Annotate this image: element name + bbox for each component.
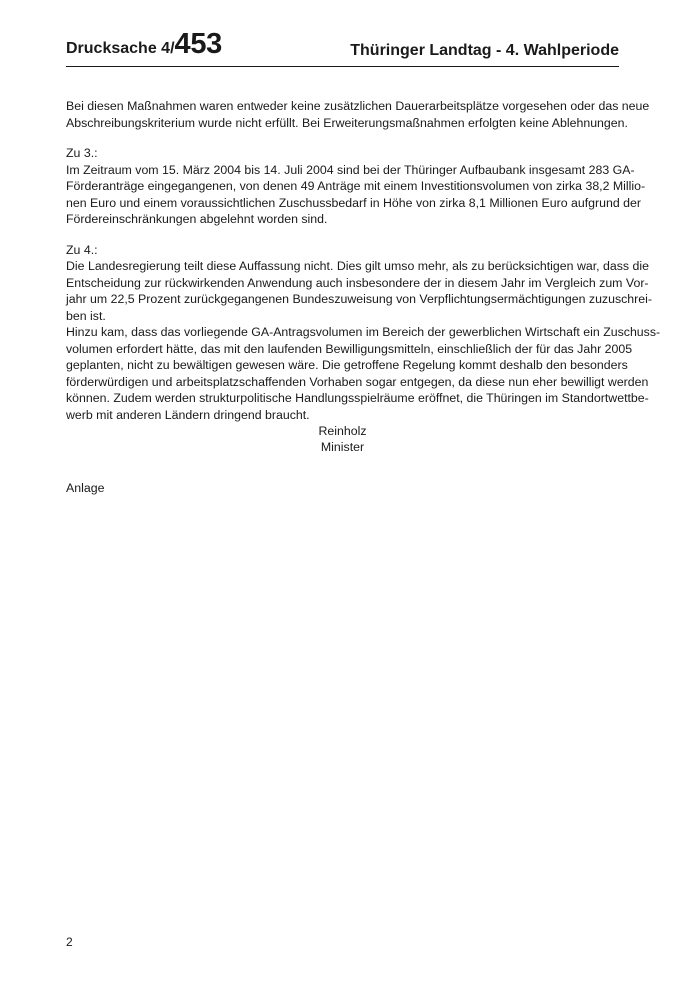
text-line: Förderanträge eingegangenen, von denen 49 Anträge mit einem Investitionsvolumen von zirka 38,2 Millio- [66, 179, 646, 193]
text-line: Die Landesregierung teilt diese Auffassung nicht. Dies gilt umso mehr, als zu berücksichtigen war, dass die [66, 259, 649, 273]
text-line: ben ist. [66, 308, 106, 323]
text-line: können. Zudem werden strukturpolitische Handlungsspielräume eröffnet, die Thüringen im Standortwettbe- [66, 391, 649, 405]
text-line: geplanten, nicht zu bewältigen gewesen wäre. Die getroffene Regelung kommt deshalb den besonders [66, 358, 628, 372]
text-line: volumen erfordert hätte, das mit den laufenden Bewilligungsmitteln, einschließlich der für das Jahr 2005 [66, 341, 633, 356]
text-line: Bei diesen Maßnahmen waren entweder keine zusätzlichen Dauerarbeitsplätze vorgesehen oder das neue [66, 99, 650, 113]
section-4 [66, 242, 661, 424]
section-4-heading: Zu 4.: [66, 242, 98, 257]
document-label: Drucksache 4/ [66, 40, 175, 57]
document-body [66, 98, 661, 423]
intro-paragraph [66, 98, 650, 131]
page-header [66, 28, 619, 67]
text-line: Abschreibungskriterium wurde nicht erfüllt. Bei Erweiterungsmaßnahmen erfolgten keine Ablehnungen. [66, 115, 628, 130]
text-line: förderwürdigen und arbeitsplatzschaffenden Vorhaben sogar entgegen, da diese nun eher bewilligt werden [66, 374, 649, 389]
document-reference [66, 28, 222, 61]
signatory-title: Minister [320, 440, 365, 454]
text-line: Im Zeitraum vom 15. März 2004 bis 14. Juli 2004 sind bei der Thüringer Aufbaubank insgesamt 283 GA- [66, 162, 635, 177]
text-line: nen Euro und einem voraussichtlichen Zuschussbedarf in Höhe von zirka 8,1 Millionen Euro aufgrund der [66, 195, 641, 210]
section-3 [66, 145, 646, 228]
page-number: 2 [66, 935, 73, 949]
signature-block [66, 423, 619, 455]
signatory-name: Reinholz [318, 424, 367, 438]
text-line: Hinzu kam, dass das vorliegende GA-Antragsvolumen im Bereich der gewerblichen Wirtschaft ein Zuschuss- [66, 325, 661, 339]
text-line: Entscheidung zur rückwirkenden Anwendung auch insbesondere der in diesem Jahr im Vergleich zum Vor- [66, 275, 649, 290]
document-number: 453 [174, 28, 223, 60]
text-line: Fördereinschränkungen abgelehnt worden sind. [66, 212, 328, 226]
text-line: werb mit anderen Ländern dringend braucht. [66, 407, 310, 422]
text-line: jahr um 22,5 Prozent zurückgegangenen Bundeszuweisung von Verpflichtungsermächtigungen zuzuschrei- [66, 292, 653, 306]
section-3-heading: Zu 3.: [66, 146, 98, 160]
attachment-label: Anlage [66, 481, 105, 495]
parliament-title: Thüringer Landtag - 4. Wahlperiode [350, 42, 619, 59]
